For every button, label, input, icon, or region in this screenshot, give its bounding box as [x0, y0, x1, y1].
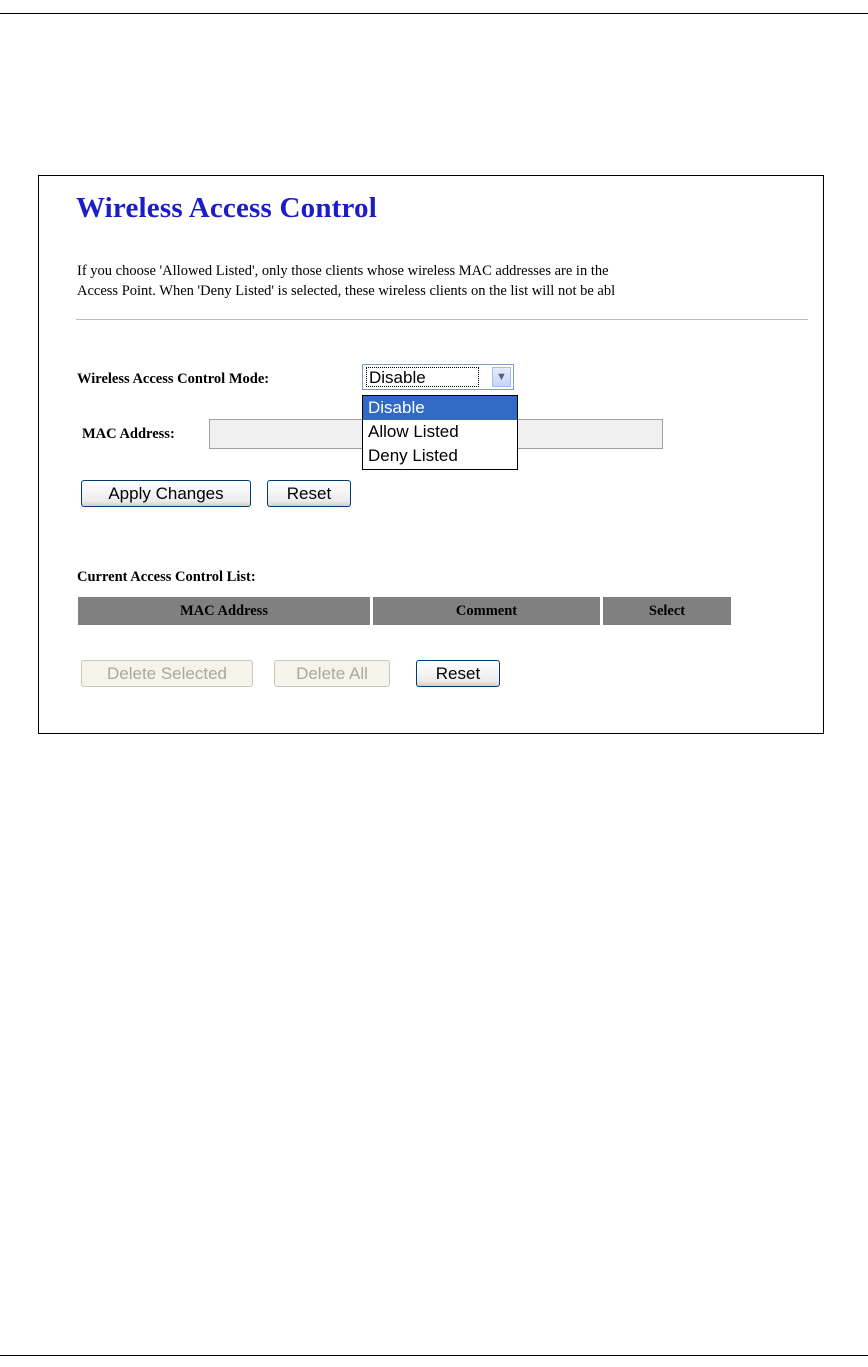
- chevron-down-icon[interactable]: ▼: [492, 367, 511, 387]
- mode-select-value: Disable: [366, 367, 479, 387]
- apply-changes-button[interactable]: Apply Changes: [81, 480, 251, 507]
- acl-title: Current Access Control List:: [77, 569, 256, 585]
- page-title: Wireless Access Control: [76, 192, 378, 224]
- mode-label: Wireless Access Control Mode:: [77, 371, 270, 387]
- page-bottom-rule: [0, 1355, 868, 1356]
- description-line: If you choose 'Allowed Listed', only those clients whose wireless MAC addresses are in the: [77, 263, 609, 279]
- screenshot-frame: [38, 175, 824, 734]
- acl-header-select: Select: [603, 597, 731, 625]
- acl-header-mac-address: MAC Address: [78, 597, 370, 625]
- acl-header-comment: Comment: [373, 597, 600, 625]
- delete-selected-button[interactable]: Delete Selected: [81, 660, 253, 687]
- mode-option-disable[interactable]: Disable: [363, 396, 517, 420]
- mode-select[interactable]: [362, 364, 514, 390]
- description-line: Access Point. When 'Deny Listed' is selected, these wireless clients on the list will not be abl: [77, 283, 616, 299]
- mode-option-deny-listed[interactable]: Deny Listed: [368, 446, 458, 465]
- section-divider: [76, 319, 808, 320]
- description-text: [77, 261, 824, 301]
- delete-all-button[interactable]: Delete All: [274, 660, 390, 687]
- mode-option-allow-listed[interactable]: Allow Listed: [368, 422, 459, 441]
- mac-address-label: MAC Address:: [82, 426, 175, 442]
- acl-reset-button[interactable]: Reset: [416, 660, 500, 687]
- mode-dropdown-list: [362, 395, 518, 470]
- reset-button[interactable]: Reset: [267, 480, 351, 507]
- page-top-rule: [0, 13, 868, 14]
